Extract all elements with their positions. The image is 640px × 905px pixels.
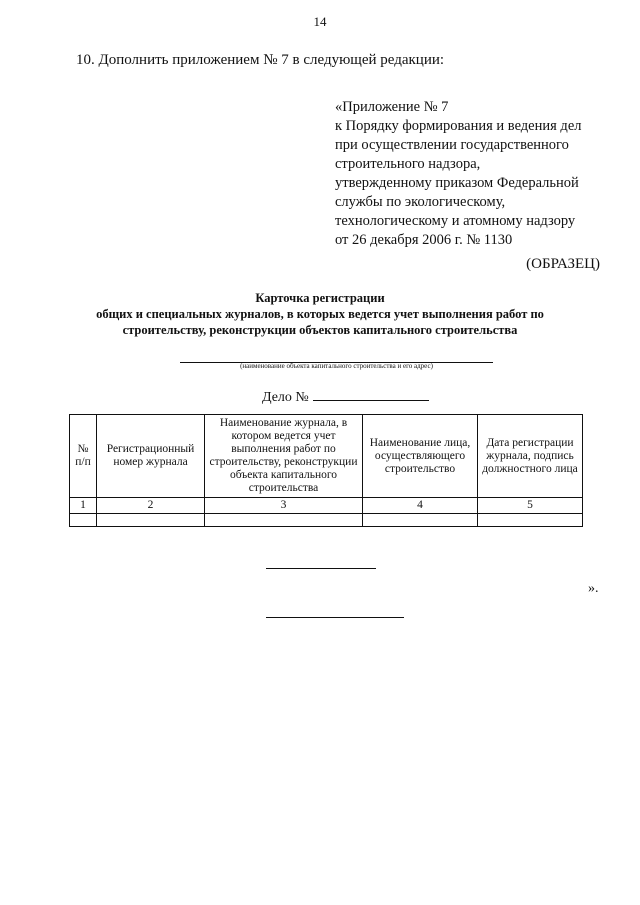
object-caption: (наименование объекта капитального строительства и его адрес) <box>240 362 433 370</box>
header-journal-name: Наименование журнала, в котором ведется учет выполнения работ по строительству, реконструкции объекта капитального строительства <box>205 415 363 498</box>
appendix-line: при осуществлении государственного <box>335 137 569 153</box>
column-number-cell: 2 <box>97 498 205 514</box>
column-number-cell: 1 <box>70 498 97 514</box>
card-title-line: общих и специальных журналов, в которых ведется учет выполнения работ по <box>96 307 544 321</box>
card-title <box>0 290 640 338</box>
appendix-header <box>335 98 582 250</box>
header-number: № п/п <box>70 415 97 498</box>
closing-mark: ». <box>588 581 599 596</box>
header-builder-name: Наименование лица, осуществляющего строительство <box>363 415 478 498</box>
case-number-blank <box>313 388 429 401</box>
table-row <box>70 498 583 514</box>
registration-table <box>69 414 583 527</box>
signature-line <box>266 617 404 618</box>
column-number-cell: 5 <box>478 498 583 514</box>
table-cell <box>363 514 478 527</box>
page-number: 14 <box>313 14 327 29</box>
case-number <box>262 388 429 406</box>
card-title-line: Карточка регистрации <box>255 291 385 305</box>
appendix-line: от 26 декабря 2006 г. № 1130 <box>335 232 513 248</box>
appendix-line: службы по экологическому, <box>335 194 506 210</box>
table-row <box>70 514 583 527</box>
header-reg-date: Дата регистрации журнала, подпись должностного лица <box>478 415 583 498</box>
appendix-line: утвержденному приказом Федеральной <box>335 175 579 191</box>
table-header-row <box>70 415 583 498</box>
appendix-line: к Порядку формирования и ведения дел <box>335 118 582 134</box>
appendix-line: «Приложение № 7 <box>335 99 449 115</box>
appendix-line: строительного надзора, <box>335 156 481 172</box>
table-cell <box>97 514 205 527</box>
header-reg-number: Регистрационный номер журнала <box>97 415 205 498</box>
column-number-cell: 3 <box>205 498 363 514</box>
signature-line <box>266 568 376 569</box>
table-cell <box>478 514 583 527</box>
case-label: Дело № <box>262 390 309 405</box>
sample-label: (ОБРАЗЕЦ) <box>526 256 600 272</box>
table-cell <box>205 514 363 527</box>
column-number-cell: 4 <box>363 498 478 514</box>
card-title-line: строительству, реконструкции объектов капитального строительства <box>122 323 518 337</box>
item-text: 10. Дополнить приложением № 7 в следующей редакции: <box>76 52 445 68</box>
table-cell <box>70 514 97 527</box>
appendix-line: технологическому и атомному надзору <box>335 213 576 229</box>
